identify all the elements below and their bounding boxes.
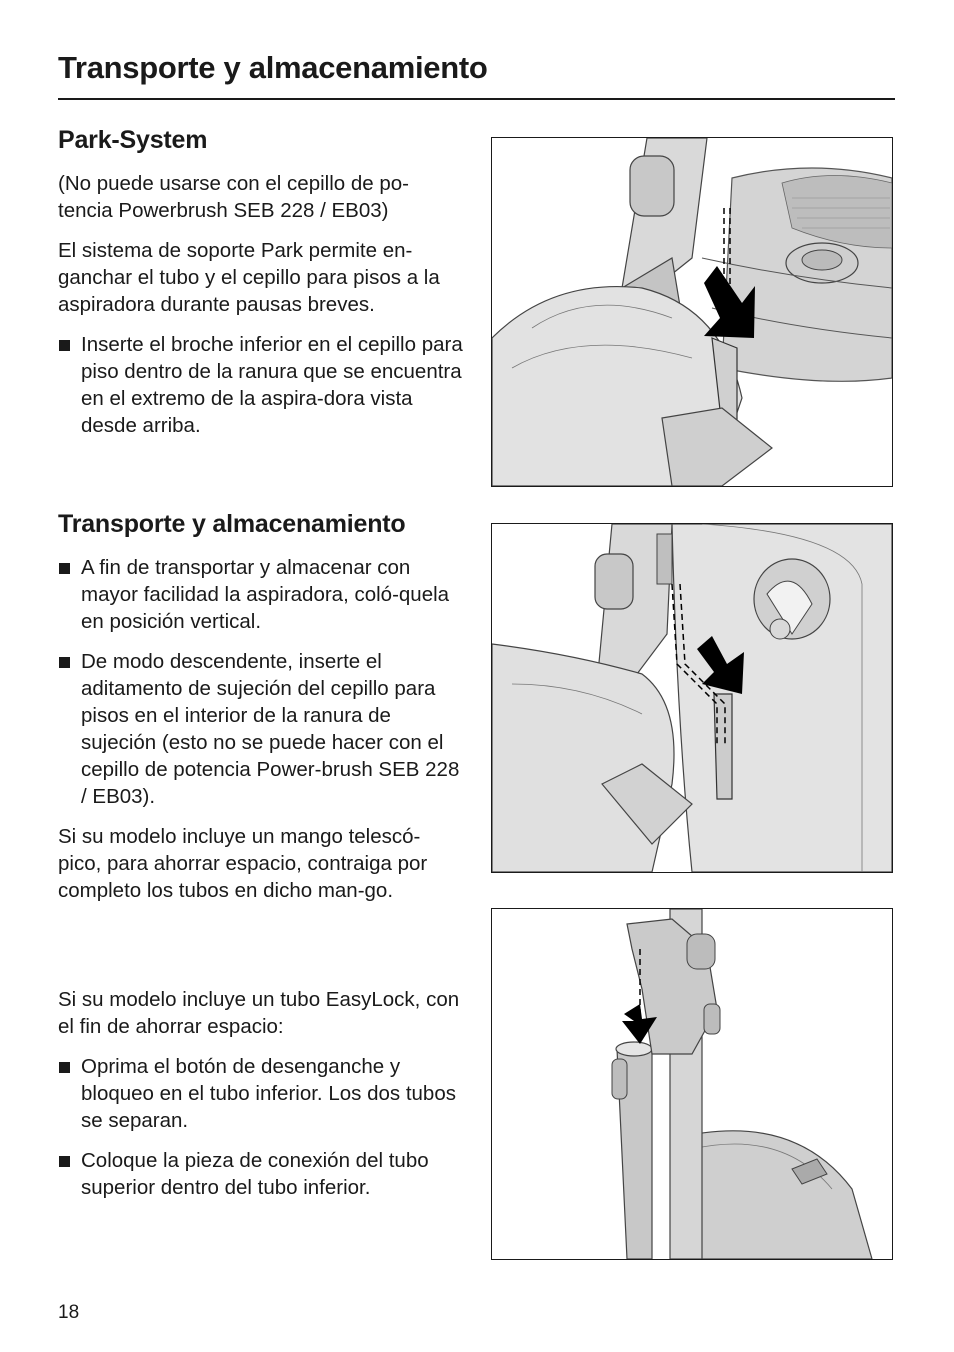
- bullet-icon: [59, 657, 70, 668]
- step-text: Oprima el botón de desenganche y bloqueo en el tubo inferior. Los dos tubos se separan.: [81, 1055, 456, 1132]
- list-item: [58, 1053, 466, 1134]
- step-text: De modo descendente, inserte el aditamento de sujeción del cepillo para pisos en el interior de la ranura de sujeción (esto no se puede hacer con el cepillo de potencia Power-brush SEB 228 / EB03).: [81, 650, 460, 808]
- step-text: Inserte el broche inferior en el cepillo para piso dentro de la ranura que se encuentra en el extremo de la aspira-dora vista desde arriba.: [81, 333, 463, 437]
- park-system-note: (No puede usarse con el cepillo de po-tencia Powerbrush SEB 228 / EB03): [58, 172, 409, 222]
- list-item: [58, 648, 466, 810]
- page-title: Transporte y almacenamiento: [58, 50, 488, 85]
- title-rule: [58, 98, 895, 100]
- transport-section: [58, 510, 466, 917]
- vertical-storage-illustration: [491, 523, 893, 873]
- bullet-icon: [59, 563, 70, 574]
- transport-steps: [58, 554, 466, 810]
- park-system-section: [58, 126, 466, 452]
- park-system-illustration: [491, 137, 893, 487]
- list-item: [58, 1147, 466, 1201]
- park-system-heading: Park-System: [58, 126, 208, 154]
- page-number: 18: [58, 1302, 80, 1323]
- park-system-steps: [58, 331, 466, 439]
- easylock-section: [58, 986, 466, 1214]
- bullet-icon: [59, 1156, 70, 1167]
- bullet-icon: [59, 340, 70, 351]
- easylock-steps: [58, 1053, 466, 1201]
- step-text: Coloque la pieza de conexión del tubo superior dentro del tubo inferior.: [81, 1149, 429, 1199]
- bullet-icon: [59, 1062, 70, 1073]
- list-item: [58, 331, 466, 439]
- telescopic-note: Si su modelo incluye un mango telescó-pico, para ahorrar espacio, contraiga por completo los tubos en dicho man-go.: [58, 825, 428, 902]
- step-text: A fin de transportar y almacenar con mayor facilidad la aspiradora, coló-quela en posición vertical.: [81, 556, 450, 633]
- easylock-tube-illustration: [491, 908, 893, 1260]
- park-system-intro: El sistema de soporte Park permite en-ganchar el tubo y el cepillo para pisos a la aspiradora durante pausas breves.: [58, 239, 440, 316]
- list-item: [58, 554, 466, 635]
- easylock-intro: Si su modelo incluye un tubo EasyLock, con el fin de ahorrar espacio:: [58, 988, 460, 1038]
- transport-heading: Transporte y almacenamiento: [58, 510, 406, 538]
